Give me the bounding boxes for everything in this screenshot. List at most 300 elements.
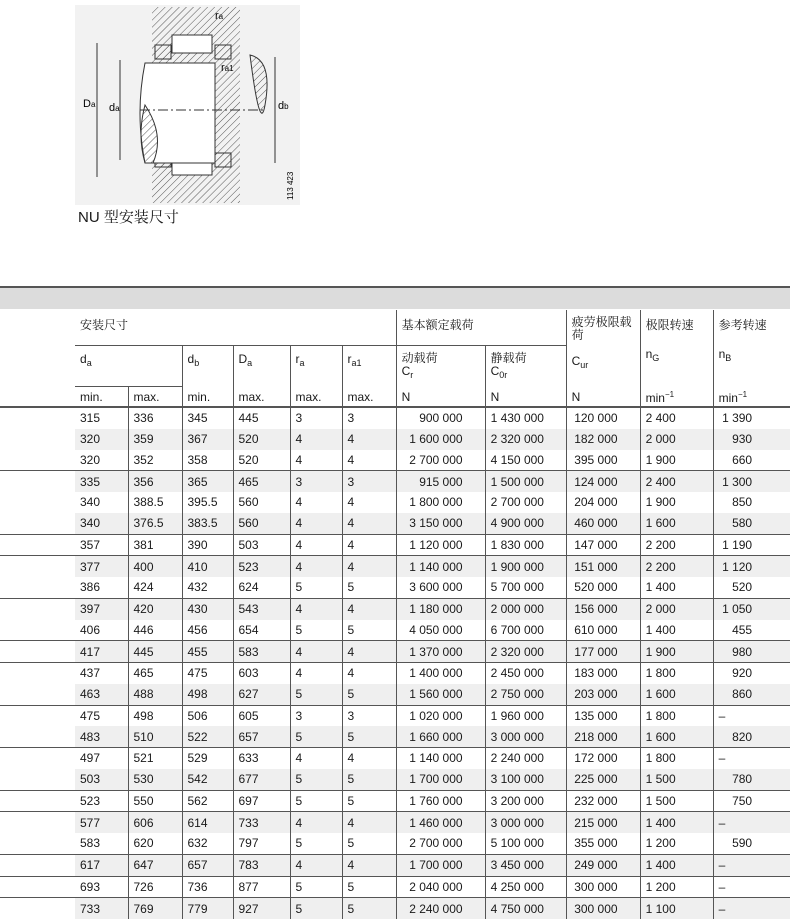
table-cell: 395 000 [566, 450, 640, 471]
table-cell: 2 200 [640, 556, 713, 577]
table-cell: 4 [342, 450, 396, 471]
table-cell: 522 [182, 726, 233, 747]
table-cell: 4 [342, 513, 396, 534]
table-row [0, 577, 790, 598]
table-cell: 523 [75, 790, 128, 812]
table-cell: 5 [290, 620, 342, 641]
table-cell: 3 600 000 [396, 577, 485, 598]
table-cell: 359 [128, 429, 182, 450]
table-cell: 4 [342, 556, 396, 577]
ra1-label: ra1 [221, 62, 234, 74]
table-cell: – [713, 854, 790, 876]
table-cell: 335 [75, 471, 128, 492]
table-cell: 2 320 000 [485, 641, 566, 663]
table-cell: 1 140 000 [396, 748, 485, 769]
table-cell: 3 [290, 471, 342, 492]
table-cell: 2 240 000 [396, 898, 485, 919]
table-cell: 1 960 000 [485, 705, 566, 726]
table-cell: 2 450 000 [485, 663, 566, 684]
table-cell: 215 000 [566, 812, 640, 833]
table-cell: 617 [75, 854, 128, 876]
table-cell: 463 [75, 684, 128, 705]
table-cell: 605 [233, 705, 290, 726]
table-cell: 4 [290, 598, 342, 619]
table-cell: 5 [290, 577, 342, 598]
table-cell: 550 [128, 790, 182, 812]
table-cell: 1 900 [640, 641, 713, 663]
table-cell: 1 600 [640, 684, 713, 705]
table-cell: 5 100 000 [485, 833, 566, 854]
table-row [0, 471, 790, 492]
table-cell: 357 [75, 534, 128, 556]
table-cell: 1 900 000 [485, 556, 566, 577]
table-cell: 3 000 000 [485, 812, 566, 833]
table-cell: 1 370 000 [396, 641, 485, 663]
table-header-band [0, 286, 790, 309]
table-cell: 5 [342, 684, 396, 705]
table-cell: 397 [75, 598, 128, 619]
header-mounting-dimensions: 安装尺寸 [75, 310, 396, 346]
table-cell: 614 [182, 812, 233, 833]
table-cell: 376.5 [128, 513, 182, 534]
table-row [0, 854, 790, 876]
table-cell: 900 000 [396, 407, 485, 429]
table-row [0, 598, 790, 619]
table-cell: 475 [182, 663, 233, 684]
table-cell: 383.5 [182, 513, 233, 534]
table-cell: 2 700 000 [396, 833, 485, 854]
table-cell: 147 000 [566, 534, 640, 556]
table-cell: 1 600 000 [396, 429, 485, 450]
table-cell: 750 [713, 790, 790, 812]
table-cell: 3 100 000 [485, 769, 566, 790]
header-ra: $r_a$ [290, 346, 342, 387]
table-cell: 2 400 [640, 471, 713, 492]
table-cell: 523 [233, 556, 290, 577]
table-cell: 1 800 000 [396, 492, 485, 513]
table-cell: 915 000 [396, 471, 485, 492]
unit-cell: min. [182, 387, 233, 408]
table-cell: 465 [128, 663, 182, 684]
table-cell: 475 [80, 708, 101, 723]
table-cell: 356 [128, 471, 182, 492]
table-cell: 455 [713, 620, 790, 641]
table-cell: 5 [342, 898, 396, 919]
table-row [0, 769, 790, 790]
table-cell: 156 000 [566, 598, 640, 619]
ra-label: ra [215, 10, 224, 22]
table-cell: 1 800 [640, 748, 713, 769]
table-cell: 488 [128, 684, 182, 705]
table-cell: 877 [233, 876, 290, 898]
table-cell: 1 800 [640, 663, 713, 684]
table-row [0, 534, 790, 556]
table-row [0, 833, 790, 854]
table-cell: 406 [75, 620, 128, 641]
header-limiting-speed: 极限转速 $n_G$ [640, 310, 713, 387]
table-cell: 352 [128, 450, 182, 471]
table-cell: 390 [182, 534, 233, 556]
table-cell: 1 400 [640, 812, 713, 833]
table-row [0, 748, 790, 769]
unit-cell: min. [75, 387, 128, 408]
table-cell: 4 050 000 [396, 620, 485, 641]
table-cell: 3 150 000 [396, 513, 485, 534]
table-cell: 5 700 000 [485, 577, 566, 598]
table-cell: 483 [75, 726, 128, 747]
table-cell: 3 200 000 [485, 790, 566, 812]
table-cell: 120 000 [566, 407, 640, 429]
table-cell: 456 [182, 620, 233, 641]
table-row [0, 513, 790, 534]
header-static-load: 静载荷 $C_{0r}$ [485, 346, 566, 387]
table-cell: 520 [233, 450, 290, 471]
table-cell: 769 [128, 898, 182, 919]
table-cell: 4 250 000 [485, 876, 566, 898]
table-cell: 4 [290, 513, 342, 534]
table-cell: 1 760 000 [396, 790, 485, 812]
table-cell: 430 [182, 598, 233, 619]
table-cell: 5 [342, 769, 396, 790]
table-cell: 521 [128, 748, 182, 769]
table-cell: 1 390 [713, 407, 790, 429]
unit-cell: max. [128, 387, 182, 408]
table-cell: 657 [182, 854, 233, 876]
table-cell: 583 [75, 833, 128, 854]
table-cell: 5 [290, 898, 342, 919]
table-cell: 203 000 [566, 684, 640, 705]
table-cell: 381 [128, 534, 182, 556]
table-cell: 1 140 000 [396, 556, 485, 577]
table-row [0, 407, 790, 429]
table-cell: 4 [342, 854, 396, 876]
table-row [0, 898, 790, 919]
table-cell: 204 000 [566, 492, 640, 513]
table-cell: 5 [290, 726, 342, 747]
header-reference-speed: 参考转速 $n_B$ [713, 310, 790, 387]
table-cell: 465 [233, 471, 290, 492]
table-cell: 395.5 [182, 492, 233, 513]
table-cell: 232 000 [566, 790, 640, 812]
table-cell: 5 [342, 577, 396, 598]
table-cell: 124 000 [566, 471, 640, 492]
table-cell: 4 [290, 450, 342, 471]
table-cell: 1 300 [713, 471, 790, 492]
table-cell: 5 [342, 876, 396, 898]
table-cell: 5 [342, 833, 396, 854]
table-row [0, 876, 790, 898]
table-cell: 1 020 000 [396, 705, 485, 726]
table-cell: 542 [182, 769, 233, 790]
table-row [0, 663, 790, 684]
table-cell: 300 000 [566, 898, 640, 919]
table-row [0, 705, 790, 726]
table-cell: 400 [128, 556, 182, 577]
table-cell: 5 [342, 790, 396, 812]
table-cell: 920 [713, 663, 790, 684]
table-cell: 225 000 [566, 769, 640, 790]
table-cell: 1 460 000 [396, 812, 485, 833]
table-cell: 460 000 [566, 513, 640, 534]
table-cell: 4 [342, 663, 396, 684]
table-cell: 5 [290, 876, 342, 898]
table-cell: 783 [233, 854, 290, 876]
table-cell: 510 [128, 726, 182, 747]
table-cell: 4 [342, 748, 396, 769]
table-cell: 355 000 [566, 833, 640, 854]
table-cell: 320 [75, 450, 128, 471]
table-cell: 2 750 000 [485, 684, 566, 705]
table-cell: 135 000 [566, 705, 640, 726]
table-cell: 4 900 000 [485, 513, 566, 534]
table-cell: 1 800 [640, 705, 713, 726]
table-cell: 4 [290, 492, 342, 513]
table-cell: 562 [182, 790, 233, 812]
table-cell: 2 000 [640, 598, 713, 619]
table-cell: 455 [182, 641, 233, 663]
table-cell: 182 000 [566, 429, 640, 450]
table-cell: 2 040 000 [396, 876, 485, 898]
table-row [0, 726, 790, 747]
table-cell: 2 240 000 [485, 748, 566, 769]
table-cell: 543 [233, 598, 290, 619]
table-cell: 1 400 [640, 620, 713, 641]
table-cell: 1 600 [640, 726, 713, 747]
table-cell: 4 750 000 [485, 898, 566, 919]
unit-cell: N [566, 387, 640, 408]
table-cell: 1 190 [713, 534, 790, 556]
mounting-diagram [75, 5, 300, 205]
table-cell: 4 [342, 641, 396, 663]
table-cell: 733 [233, 812, 290, 833]
table-cell: 5 [342, 726, 396, 747]
table-cell: 736 [182, 876, 233, 898]
table-cell: 3 000 000 [485, 726, 566, 747]
table-cell: 610 000 [566, 620, 640, 641]
table-cell: 498 [128, 705, 182, 726]
table-cell: 1 180 000 [396, 598, 485, 619]
table-cell: 577 [75, 812, 128, 833]
table-cell: 4 [342, 534, 396, 556]
table-cell: 820 [713, 726, 790, 747]
table-cell: 530 [128, 769, 182, 790]
unit-cell: max. [233, 387, 290, 408]
header-db: $d_b$ [182, 346, 233, 387]
table-row [0, 492, 790, 513]
table-cell: 172 000 [566, 748, 640, 769]
table-cell: 583 [233, 641, 290, 663]
table-cell: 315 [80, 411, 101, 426]
table-cell: 3 [290, 705, 342, 726]
table-cell: 1 600 [640, 513, 713, 534]
header-dynamic-load: 动载荷 $C_r$ [396, 346, 485, 387]
table-cell: 980 [713, 641, 790, 663]
header-ra1: $r_{a1}$ [342, 346, 396, 387]
table-cell: 1 200 [640, 876, 713, 898]
unit-cell: N [485, 387, 566, 408]
db-label: db [278, 100, 289, 112]
table-cell: 693 [75, 876, 128, 898]
table-row [0, 620, 790, 641]
table-cell: 654 [233, 620, 290, 641]
table-cell: 633 [233, 748, 290, 769]
da-label: da [109, 102, 120, 114]
table-cell: 780 [713, 769, 790, 790]
table-cell: 3 [342, 407, 396, 429]
table-cell: 2 000 [640, 429, 713, 450]
table-cell: 437 [80, 666, 101, 681]
table-cell: 1 660 000 [396, 726, 485, 747]
table-cell: 1 900 [640, 492, 713, 513]
table-row [0, 556, 790, 577]
table-cell: 498 [182, 684, 233, 705]
table-cell: 529 [182, 748, 233, 769]
table-cell: 432 [182, 577, 233, 598]
table-cell: 632 [182, 833, 233, 854]
table-cell: 520 [233, 429, 290, 450]
table-cell: 1 120 [713, 556, 790, 577]
table-cell: 726 [128, 876, 182, 898]
table-cell: 733 [75, 898, 128, 919]
table-cell: 336 [128, 407, 182, 429]
table-cell: 647 [128, 854, 182, 876]
table-cell: 1 700 000 [396, 854, 485, 876]
table-cell: 1 400 000 [396, 663, 485, 684]
table-cell: 520 000 [566, 577, 640, 598]
table-row [0, 641, 790, 663]
table-cell: 5 [290, 684, 342, 705]
table-cell: 5 [290, 769, 342, 790]
unit-cell: max. [290, 387, 342, 408]
table-cell: 606 [128, 812, 182, 833]
table-cell: 1 050 [713, 598, 790, 619]
header-Da: $D_a$ [233, 346, 290, 387]
table-cell: 420 [128, 598, 182, 619]
table-cell: 1 500 000 [485, 471, 566, 492]
table-cell: 677 [233, 769, 290, 790]
figure-caption: NU 型安装尺寸 [78, 209, 179, 226]
table-cell: 927 [233, 898, 290, 919]
table-cell: 446 [128, 620, 182, 641]
Da-label: Da [83, 98, 96, 110]
table-cell: 697 [233, 790, 290, 812]
table-row [0, 450, 790, 471]
unit-cell: $\min^{-1}$ [713, 387, 790, 408]
table-row [0, 429, 790, 450]
table-cell: 3 [342, 471, 396, 492]
table-cell: 779 [182, 898, 233, 919]
table-cell: – [713, 812, 790, 833]
table-row [0, 790, 790, 812]
header-fatigue-limit: 疲劳极限载荷 $C_{ur}$ [566, 310, 640, 387]
table-cell: 340 [80, 495, 101, 510]
figure-code: 113 423 [286, 171, 295, 200]
table-cell: 1 100 [640, 898, 713, 919]
mounting-dimensions-table [0, 310, 790, 919]
table-cell: 4 [342, 492, 396, 513]
table-cell: 445 [233, 407, 290, 429]
table-cell: 620 [128, 833, 182, 854]
table-cell: 624 [233, 577, 290, 598]
table-cell: 445 [128, 641, 182, 663]
table-cell: – [713, 898, 790, 919]
table-cell: 520 [713, 577, 790, 598]
unit-cell: max. [342, 387, 396, 408]
table-cell: 1 500 [640, 769, 713, 790]
table-cell: 850 [713, 492, 790, 513]
unit-cell: N [396, 387, 485, 408]
table-cell: 560 [233, 492, 290, 513]
table-cell: 503 [75, 769, 128, 790]
table-cell: 218 000 [566, 726, 640, 747]
table-cell: 1 900 [640, 450, 713, 471]
table-cell: 1 200 [640, 833, 713, 854]
table-cell: 2 000 000 [485, 598, 566, 619]
table-cell: 4 [290, 812, 342, 833]
table-cell: 590 [713, 833, 790, 854]
table-cell: 580 [713, 513, 790, 534]
table-cell: – [713, 705, 790, 726]
table-cell: 377 [75, 556, 128, 577]
table-cell: 1 830 000 [485, 534, 566, 556]
table-cell: 497 [80, 751, 101, 766]
table-cell: 4 [290, 641, 342, 663]
table-cell: 1 400 [640, 577, 713, 598]
table-cell: 358 [182, 450, 233, 471]
table-cell: 417 [75, 641, 128, 663]
table-cell: 386 [75, 577, 128, 598]
table-cell: 1 120 000 [396, 534, 485, 556]
table-cell: 3 [290, 407, 342, 429]
table-cell: – [713, 876, 790, 898]
table-cell: 4 [342, 598, 396, 619]
table-cell: 603 [233, 663, 290, 684]
table-cell: 4 [290, 854, 342, 876]
table-cell: 4 [290, 429, 342, 450]
table-cell: 560 [233, 513, 290, 534]
table-cell: 797 [233, 833, 290, 854]
table-cell: 1 500 [640, 790, 713, 812]
table-cell: 340 [75, 513, 128, 534]
table-cell: 4 [342, 812, 396, 833]
table-cell: 300 000 [566, 876, 640, 898]
table-cell: 1 700 000 [396, 769, 485, 790]
table-cell: 1 430 000 [485, 407, 566, 429]
table-cell: 249 000 [566, 854, 640, 876]
table-cell: 503 [233, 534, 290, 556]
table-cell: 660 [713, 450, 790, 471]
table-cell: 506 [182, 705, 233, 726]
table-row [0, 684, 790, 705]
table-cell: 3 [342, 705, 396, 726]
table-cell: 627 [233, 684, 290, 705]
table-cell: 4 [290, 556, 342, 577]
table-cell: 1 400 [640, 854, 713, 876]
table-cell: 2 700 000 [485, 492, 566, 513]
table-cell: 151 000 [566, 556, 640, 577]
table-cell: 4 [290, 663, 342, 684]
table-cell: 177 000 [566, 641, 640, 663]
table-cell: 5 [290, 790, 342, 812]
table-cell: 5 [342, 620, 396, 641]
table-cell: 320 [75, 429, 128, 450]
table-cell: – [713, 748, 790, 769]
table-cell: 388.5 [128, 492, 182, 513]
table-cell: 4 [290, 748, 342, 769]
table-cell: 2 400 [640, 407, 713, 429]
table-cell: 4 150 000 [485, 450, 566, 471]
table-cell: 2 320 000 [485, 429, 566, 450]
